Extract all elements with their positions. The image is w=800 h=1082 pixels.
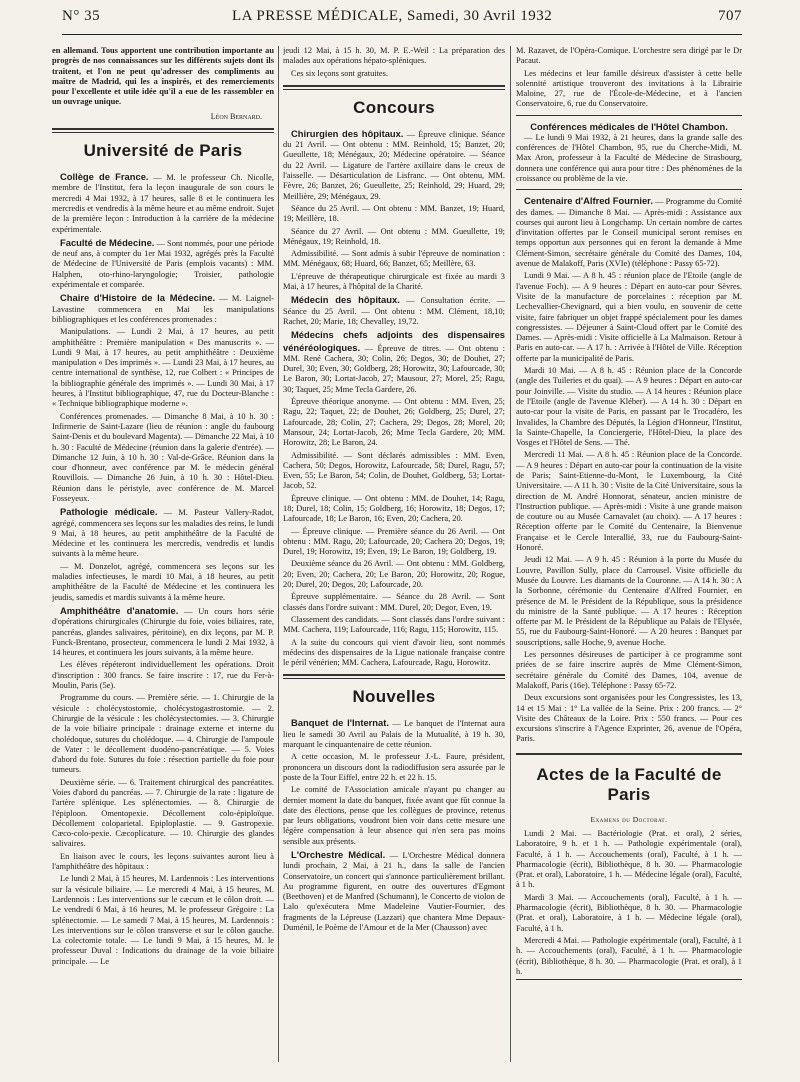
paragraph — [52, 506, 274, 559]
paragraph: L'épreuve de thérapeutique chirurgicale est fixée au mardi 3 Mai, à 17 heures, à l'hôpital de la Charité. — [283, 271, 505, 292]
divider — [283, 674, 505, 679]
subheading-college: Collège de France. — [60, 171, 149, 183]
paragraph: A la suite du concours qui vient d'avoir lieu, sont nommés médecins des dispensaires de la Ligue nationale française contre le péril vénérien; MM. Cachera, Lafourcade, Ragu, Horowitz. — [283, 637, 505, 668]
paragraph-text: — M. Laignel-Lavastine commencera en Mai les manipulations bibliographiques et les conférences promenades : — [52, 294, 274, 324]
paragraph: Mercredi 4 Mai. — Pathologie expérimentale (oral), Faculté, à 1 h. — Accouchements (oral), Faculté, à 1 h. — Pharmacologie (écrit), Bibliothèque, 8 h. 30. — Pharmacologie (Prat. et oral), à 1 h. — [516, 935, 742, 976]
paragraph: Manipulations. — Lundi 2 Mai, à 17 heures, au petit amphithéâtre : Première manipulation « Des manuscrits ». — Lundi 9 Mai, à 17 heures, au petit amphithéâtre : Deuxième manipulation « Des imprimés ». — Lundi 23 Mai, à 17 heures, au centre international de synthèse, 12, rue Colbert : « Principes de la bibliographie générale des imprimés ». — Lundi 30 Mai, à 17 heures, à l'Institut bibliographique, 47, rue du Docteur-Blanche : « Technique bibliographique moderne ». — [52, 327, 274, 409]
page-header — [62, 8, 742, 34]
subheading-medecins-chefs: Médecins chefs adjoints des dispensaires vénéréologiques. — [283, 329, 505, 353]
paragraph: jeudi 12 Mai, à 15 h. 30, M. P. E.-Weil : La préparation des malades aux opérations hépato-spléniques. — [283, 46, 505, 66]
paragraph-text: — Épreuve de titres. — Ont obtenu : MM. René Cachera, 30; Colin, 26; Degos, 30; de Douhet, 27; Durel, 30; Even, 30; Goldberg, 28; Horowitz, 30; Lafourcade, 30; Le Baron, 30; Lortat-Jacob, 27; Mausour, 27; Morel, 25; Ragu, 30; Taquet, 25; Mme Tecla Gardere, 26. — [283, 343, 505, 394]
paragraph: M. Razavet, de l'Opéra-Comique. L'orchestre sera dirigé par le Dr Pacaut. — [516, 46, 742, 66]
paragraph — [283, 849, 505, 933]
subheading-fournier: Centenaire d'Alfred Fournier. — [524, 195, 653, 207]
paragraph: Admissibilité. — Sont déclarés admissibles : MM. Even, Cachera, 50; Degos, Horowitz, Lafourcade, 58; Durel, Ragu, 57; Even, 55; Le Baron, 54; Colin, de Douhet, Goldberg, 53; Lortat-Jacob, 52. — [283, 450, 505, 491]
paragraph-text: — Un cours hors série d'opérations chirurgicales (Chirurgie du foie, voies biliaires, rate, pancréas, glandes salivaires, péritoine), en dix leçons, par M. P. Funck-Brentano, prosecteur, commencera le lundi 2 Mai 1932, à 14 heures, et continuera les jours suivants, à la même heure. — [52, 606, 274, 658]
section-title-actes: Actes de la Faculté de Paris — [536, 764, 722, 804]
subheading-pathologie: Pathologie médicale. — [60, 506, 158, 518]
actes-section — [516, 753, 742, 980]
paragraph: Lundi 2 Mai. — Bactériologie (Prat. et oral), 2 séries, Laboratoire, 9 h. et 1 h. — Pathologie expérimentale (oral), Faculté, à 1 h. — Accouchements (oral), Faculté, à 1 h. — Pharmacologie (écrit), Bibliothèque, 8 h. 30. — Pharmacologie (Prat. et oral), Laboratoire, 1 h. — Médecine légale (oral), Faculté, à 1 h. — [516, 829, 742, 890]
section-title-concours: Concours — [353, 97, 435, 117]
paragraph: Programme du cours. — Première série. — 1. Chirurgie de la vésicule : cholécystostomie, cholécystogastrostomie. — 2. Chirurgie de la vésicule : les cholécystectomies. — 3. Chirurgie de la voie biliaire principale : drainage externe et interne du cholédoque, sutures du cholédoque. — 4. Chirurgie de l'ampoule de Vater : le décollement duodéno-pancréatique. — 5. Voies d'abord du foie. Sutures du foie : résection partielle du foie pour tumeurs. — [52, 693, 274, 775]
paragraph: Ces six leçons sont gratuites. — [291, 68, 388, 78]
paragraph: Séance du 27 Avril. — Ont obtenu : MM. Gueullette, 19; Ménégaux, 19; Reinhold, 18. — [283, 226, 505, 246]
paragraph — [52, 171, 274, 235]
paragraph: Épreuve clinique. — Ont obtenu : MM. de Douhet, 14; Ragu, 18; Durel, 18; Colin, 15; Goldberg, 16; Horowitz, 18; Degos, 17; Lafourcade, 18; Le Baron, 16; Even, 20; Cachera, 20. — [283, 493, 505, 524]
intro-paragraph: en allemand. Tous apportent une contribution importante au progrès de nos connaissances sur les différents sujets dont ils traitent, et l'on ne peut qu'adresser des compliments au maître de Madrid, qui les a inspirés, et des remerciements pour l'excellente et utile idée qu'il a eue de les rassembler en un ouvrage unique. — [52, 46, 274, 107]
column-1 — [52, 46, 274, 1062]
paragraph: Séance du 25 Avril. — Ont obtenu : MM. Banzet, 19; Huard, 19; Meillère, 18. — [283, 203, 505, 224]
paragraph: Deuxième série. — 6. Traitement chirurgical des pancréatites. Voies d'abord du pancréas. — 7. Chirurgie de la rate : ligature de l'artère splénique. Les splénectomies. — 8. Chirurgie de l'épiploon. Omentopexie. Décollement colo-épiploïque. Décollement coloparietal. Epiploplastie. — 9. Gastropexie. Cæco-colo-pexie. Cæcoplicature. — 10. Chirurgie des glandes salivaires. — [52, 777, 274, 849]
paragraph: Mardi 10 Mai. — A 8 h. 45 : Réunion place de la Concorde (angle des Tuileries et du quai). — A 9 heures : Départ en auto-car pour Joinville. — Visite du studio. — A 14 heures : Réunion place de l'Etoile (angle de l'avenue Kléber). — A 14 h. 30 : Départ en auto-car pour la visite de Paris, en passant par le Trocadéro, les Invalides, la Chambre des Députés, la Légion d'Honneur, l'Institut, la Sainte-Chapelle, la Conciergerie, l'Hôtel-Dieu, la place des Vosges et l'Hôtel de Sens. — Thé. — [516, 366, 742, 448]
journal-title: LA PRESSE MÉDICALE, Samedi, 30 Avril 1932 — [232, 8, 553, 24]
paragraph: Conférences promenades. — Dimanche 8 Mai, à 10 h. 30 : Infirmerie de Saint-Lazare (lieu de réunion : angle du faubourg Saint-Denis et du boulevard Magenta). — Dimanche 22 Mai, à 10 h. 30 : Faculté de Médecine (réunion dans la galerie d'entrée). — Dimanche 12 Juin, à 10 h. 30 : Val-de-Grâce. Réunion dans la cour d'honneur, avec conférence par M. le médecin général Rouvillois. — Dimanche 26 Juin, à 10 h. 30 : Hôtel-Dieu. Réunion dans le péristyle, avec conférence de M. Marcel Fosseyeux. — [52, 411, 274, 503]
column-3 — [516, 46, 742, 1062]
subheading-banquet: Banquet de l'Internat. — [291, 717, 389, 729]
paragraph: Mercredi 11 Mai. — A 8 h. 45 : Réunion place de la Concorde. — A 9 heures : Départ en auto-car pour la continuation de la visite de Paris; Saint-Etienne-du-Mont, le Luxembourg, la Cité Universitaire. — A 11 h. 30 : Visite de la Cité Universitaire, sous la direction de M. André Honnorat, sénateur, ancien ministre de l'Instruction publique. — Après-midi : Visite à une grande maison de couture ou au Musée Carnavalet (au choix). — A 17 heures : Réception offerte par le Comité du Centenaire, la Bienvenue Française et le Cercle Interallié, 33, rue du Faubourg-Saint-Honoré. — [516, 450, 742, 553]
paragraph-text: — Épreuve clinique. Séance du 21 Avril. — Ont obtenu : MM. Reinhold, 15; Banzet, 20; Gueullette, 18; Ménégaux, 20; Médecine opératoire. — Séance du 22 Avril. — Ligature de l'artère axillaire dans le creux de l'aisselle. — Désarticulation de Lisfranc. — Ont obtenu, MM. Fèvre, 26; Banzet, 26; Gueullette, 25; Reinhold, 29; Huard, 29; Meillière, 29; Ménégaux, 29. — [283, 129, 505, 201]
subheading-faculte: Faculté de Médecine. — [60, 236, 155, 248]
paragraph: Les médecins et leur famille désireux d'assister à cette belle solennité artistique trouveront des invitations à la Librairie Maloine, 27, rue de l'École-de-Médecine, et à l'ancien Conservatoire, 6, rue du Conservatoire. — [516, 68, 742, 109]
paragraph — [283, 329, 505, 395]
paragraph: Deuxième séance du 26 Avril. — Ont obtenu : MM. Goldberg, 20; Even, 20; Cachera, 20; Le Baron, 20; Horowitz, 20; Rogue, 20; Durel, 20; Degos, 20; Lafourcade, 20. — [283, 559, 505, 590]
paragraph — [52, 605, 274, 658]
column-divider — [278, 46, 279, 1062]
paragraph-text: — Programme du Comité des dames. — Dimanche 8 Mai. — Après-midi : Assistance aux courses qui auront lieu à Longchamp. Un certain nombre de cartes d'invitation offertes par le Conseil municipal seront remises en temps opportun aux personnes qui en feront la demande à Mme Clément-Simon, secrétaire générale du Comité des Dames, 104, avenue de Malakoff, Paris (XVIe) (téléphone : Passy 65-72). — [516, 197, 742, 269]
paragraph: Le comité de l'Association amicale n'ayant pu changer au dernier moment la date du banquet, fixée avant que fût connue la date des élections, pense que les collègues de province, retenus par leurs obligations, voudront bien voir dans cette mesure une légère compensation à leur absence qui n'en sera pas moins sensible aux présents. — [283, 785, 505, 846]
paragraph: Admissibilité. — Sont admis à subir l'épreuve de nomination : MM. Ménégaux, 68; Huard, 66; Banzet, 65; Meillère, 63. — [283, 249, 505, 269]
paragraph: Le lundi 2 Mai, à 15 heures, M. Lardennois : Les interventions sur la vésicule biliaire. — Le mercredi 4 Mai, à 15 heures, M. Lardennois : Les interventions sur le cæcum et le côlon droit. — Le vendredi 6 Mai, à 16 heures, M. le professeur Grégoire : La splénectomie. — Le samedi 7 Mai, à 15 heures, M. Lardennois : Les interventions sur le côlon transverse et sur le côlon gauche. La colectomie totale. — Le lundi 9 Mai, à 15 heures, M. le professeur Duval : Indications du drainage de la voie biliaire principale. — Le — [52, 874, 274, 966]
paragraph-text: — Le banquet de l'Internat aura lieu le samedi 30 Avril au Palais de la Mutualité, à 19 h. 30, marquant le cinquantenaire de cette réunion. — [283, 719, 505, 750]
examens-heading: Examens du Doctorat. — [590, 814, 668, 824]
divider — [52, 128, 274, 133]
section-title-universite: Université de Paris — [83, 141, 243, 161]
paragraph: Les élèves répéteront individuellement les opérations. Droit d'inscription : 300 francs. Se faire inscrire : 17, rue du Fer-à-Moulin, Paris (5e). — [52, 660, 274, 691]
subheading-orchestre: L'Orchestre Médical. — [291, 849, 386, 860]
paragraph — [283, 128, 505, 202]
paragraph: Mardi 3 Mai. — Accouchements (oral), Faculté, à 1 h. — Pharmacologie (écrit), Bibliothèque, 8 h. 30. — Pharmacologie (Prat. et oral), Laboratoire, à 1 h. — Médecine légale (oral), Faculté, à 1 h. — [516, 892, 742, 933]
paragraph — [283, 717, 505, 750]
paragraph — [52, 237, 274, 290]
column-2 — [283, 46, 505, 1062]
paragraph-text: — M. Pasteur Vallery-Radot, agrégé, commencera ses leçons sur les maladies des reins, le lundi 9 Mai, à 18 heures, au petit amphithéâtre de la Faculté de Médecine et les continuera les mercredis, vendredis et lundis suivants à la même heure. — [52, 508, 274, 559]
divider — [516, 115, 742, 116]
paragraph: Lundi 9 Mai. — A 8 h. 45 : réunion place de l'Etoile (angle de l'avenue Foch). — A 9 heures : Départ en auto-car pour Sèvres. Visite de la manufacture de porcelaines : réception par M. Lechevallier-Chevignard, qui a bien voulu, en souvenir de cette visite, faire fabriquer un objet frappé spécialement pour les dames congressistes. — Déjeuner à Saint-Cloud offert par le Comité des Dames. — Après-midi : Visite officielle à La Malmaison. Retour à Paris en auto-car. — A 17 h. : Arrivée à l'Hôtel de Ville. Réception offerte par la municipalité de Paris. — [516, 271, 742, 363]
header-rule — [62, 34, 742, 35]
signature: Léon Bernard. — [210, 111, 262, 121]
divider — [283, 85, 505, 90]
paragraph-text: — Consultation écrite. — Séance du 25 Avril. — Ont obtenu : MM. Clément, 18,10; Rachet, 20; Marie, 18; Chevalley, 19,72. — [283, 296, 505, 326]
paragraph-text: — L'Orchestre Médical donnera lundi prochain, 2 Mai, à 21 h., dans la salle de l'ancien Conservatoire, un concert qui s'annonce particulièrement brillant. Au programme figurent, en outre des ouvertures d'Egmont (Beethoven) et de Manfred (Schumann), le Concerto de violon de Lalo qu'exécutera Mme Madeleine Vautier-Fournier, des fragments de la Lépreuse (Lazzari) que chantera Mme Depaux-Duménil, le Poème de l'Amour et de la Mer (Chausson) avec — [283, 851, 505, 933]
subheading-chaire: Chaire d'Histoire de la Médecine. — [60, 292, 216, 304]
paragraph: Jeudi 12 Mai. — A 9 h. 45 : Réunion à la porte du Musée du Louvre, Pavillon Sully, place du Carrousel. Visite officielle du Musée du Louvre. Les diamants de la Couronne. — A 14 h. 30 : A la Sorbonne, cérémonie du Centenaire d'Alfred Fournier, en présence de M. le Président de la République, sous la présidence du ministre de la Santé publique. — A 17 heures : Réception offerte par M. le Président de la République au Palais de l'Elysée, 55, rue du Faubourg-Saint-Honoré. — A 20 heures : Banquet par souscriptions, salle Hoche, 9, avenue Hoche. — [516, 555, 742, 647]
subheading-chambon: Conférences médicales de l'Hôtel Chambon. — [530, 120, 728, 132]
subheading-chirurgien: Chirurgien des hôpitaux. — [291, 127, 404, 139]
paragraph: Deux excursions sont organisées pour les Congressistes, les 13, 14 et 15 Mai : 1° La vallée de la Seine. Prix : 200 francs. — 2° Visite des Châteaux de la Loire. Prix : 550 francs. — Pour ces excursions s'inscrire à l'Agence Exprinter, 26, avenue de l'Opéra, Paris. — [516, 693, 742, 744]
issue-number: N° 35 — [62, 8, 101, 24]
paragraph: Les personnes désireuses de participer à ce programme sont priées de se faire inscrire auprès de Mme Clément-Simon, secrétaire générale du Comité des Dames, 104, avenue de Malakoff, Paris (16e). Téléphone : Passy 65-72. — [516, 650, 742, 690]
paragraph-text: — Sont nommés, pour une période de neuf ans, à compter du 1er Mai 1932, agrégés près la Faculté de Médecine de l'Université de Paris (emplois vacants) : MM. Halphen, oto-rhino-laryngologie; Troisier, pathologie expérimentale et comparée. — [52, 238, 274, 290]
subheading-medecin-hopitaux: Médecin des hôpitaux. — [291, 294, 400, 306]
section-title-nouvelles: Nouvelles — [352, 687, 436, 707]
paragraph: Classement des candidats. — Sont classés dans l'ordre suivant : MM. Cachera, 119; Lafourcade, 116; Ragu, 115; Horowitz, 115. — [283, 614, 505, 635]
paragraph — [516, 195, 742, 269]
column-divider — [510, 46, 511, 1062]
paragraph: — M. Donzelot, agrégé, commencera ses leçons sur les maladies infectieuses, le mardi 10 Mai, à 18 heures, au petit amphithéâtre de la Faculté de Médecine et les continuera les jeudis, samedis et mardis suivants à la même heure. — [52, 561, 274, 602]
page-number: 707 — [718, 8, 742, 24]
paragraph — [283, 294, 505, 327]
paragraph: — Épreuve clinique. — Première séance du 26 Avril. — Ont obtenu : MM. Ragu, 20; Lafourcade, 20; Cachera 20; Degos, 19; Durel, 19; Horowitz, 19; Even, 19; Le Baron, 19; Goldberg, 19. — [283, 526, 505, 557]
paragraph — [52, 292, 274, 325]
paragraph: Épreuve théorique anonyme. — Ont obtenu : MM. Even, 25; Ragu, 22; Taquet, 22; de Douhet, 26; Goldberg, 25; Durel, 27; Lafourcade, 28; Colin, 27; Cachera, 29; Degos, 28; Morel, 20; Mansour, 24; Lortat-Jacob, 26; Mme Tecla Gardere, 20; MM. Horowitz, 28; Le Baron, 24. — [283, 397, 505, 448]
paragraph: En liaison avec le cours, les leçons suivantes auront lieu à l'amphithéâtre des hôpitaux : — [52, 851, 274, 872]
paragraph-text: — M. le professeur Ch. Nicolle, membre de l'Institut, fera la leçon inaugurale de son cours le mercredi 4 Mai 1932, à 17 heures, salle 8 et le continuera les mercredis et vendredis à la même heure et au même endroit. Sujet de la première leçon : Introduction à la carrière de la médecine expérimentale. — [52, 173, 274, 234]
paragraph: — Le lundi 9 Mai 1932, à 21 heures, dans la grande salle des conférences de l'Hôtel Chambon, 95, rue du Cherche-Midi, M. Max Aron, professeur à la Faculté de Médecine de Strasbourg, donnera une conférence qui aura pour titre : Des phénomènes de la croissance ou problème de la vie. — [516, 132, 742, 183]
paragraph: A cette occasion, M. le professeur J.-L. Faure, président, prononcera un discours dont la radiodiffusion sera assurée par le poste de la Tour Eiffel, entre 22 h. et 22 h. 15. — [283, 752, 505, 782]
subheading-amphitheatre: Amphithéâtre d'anatomie. — [60, 604, 179, 616]
divider — [516, 189, 742, 190]
paragraph: Épreuve supplémentaire. — Séance du 28 Avril. — Sont classés dans l'ordre suivant : MM. Durel, 20; Degor, Even, 19. — [283, 592, 505, 612]
